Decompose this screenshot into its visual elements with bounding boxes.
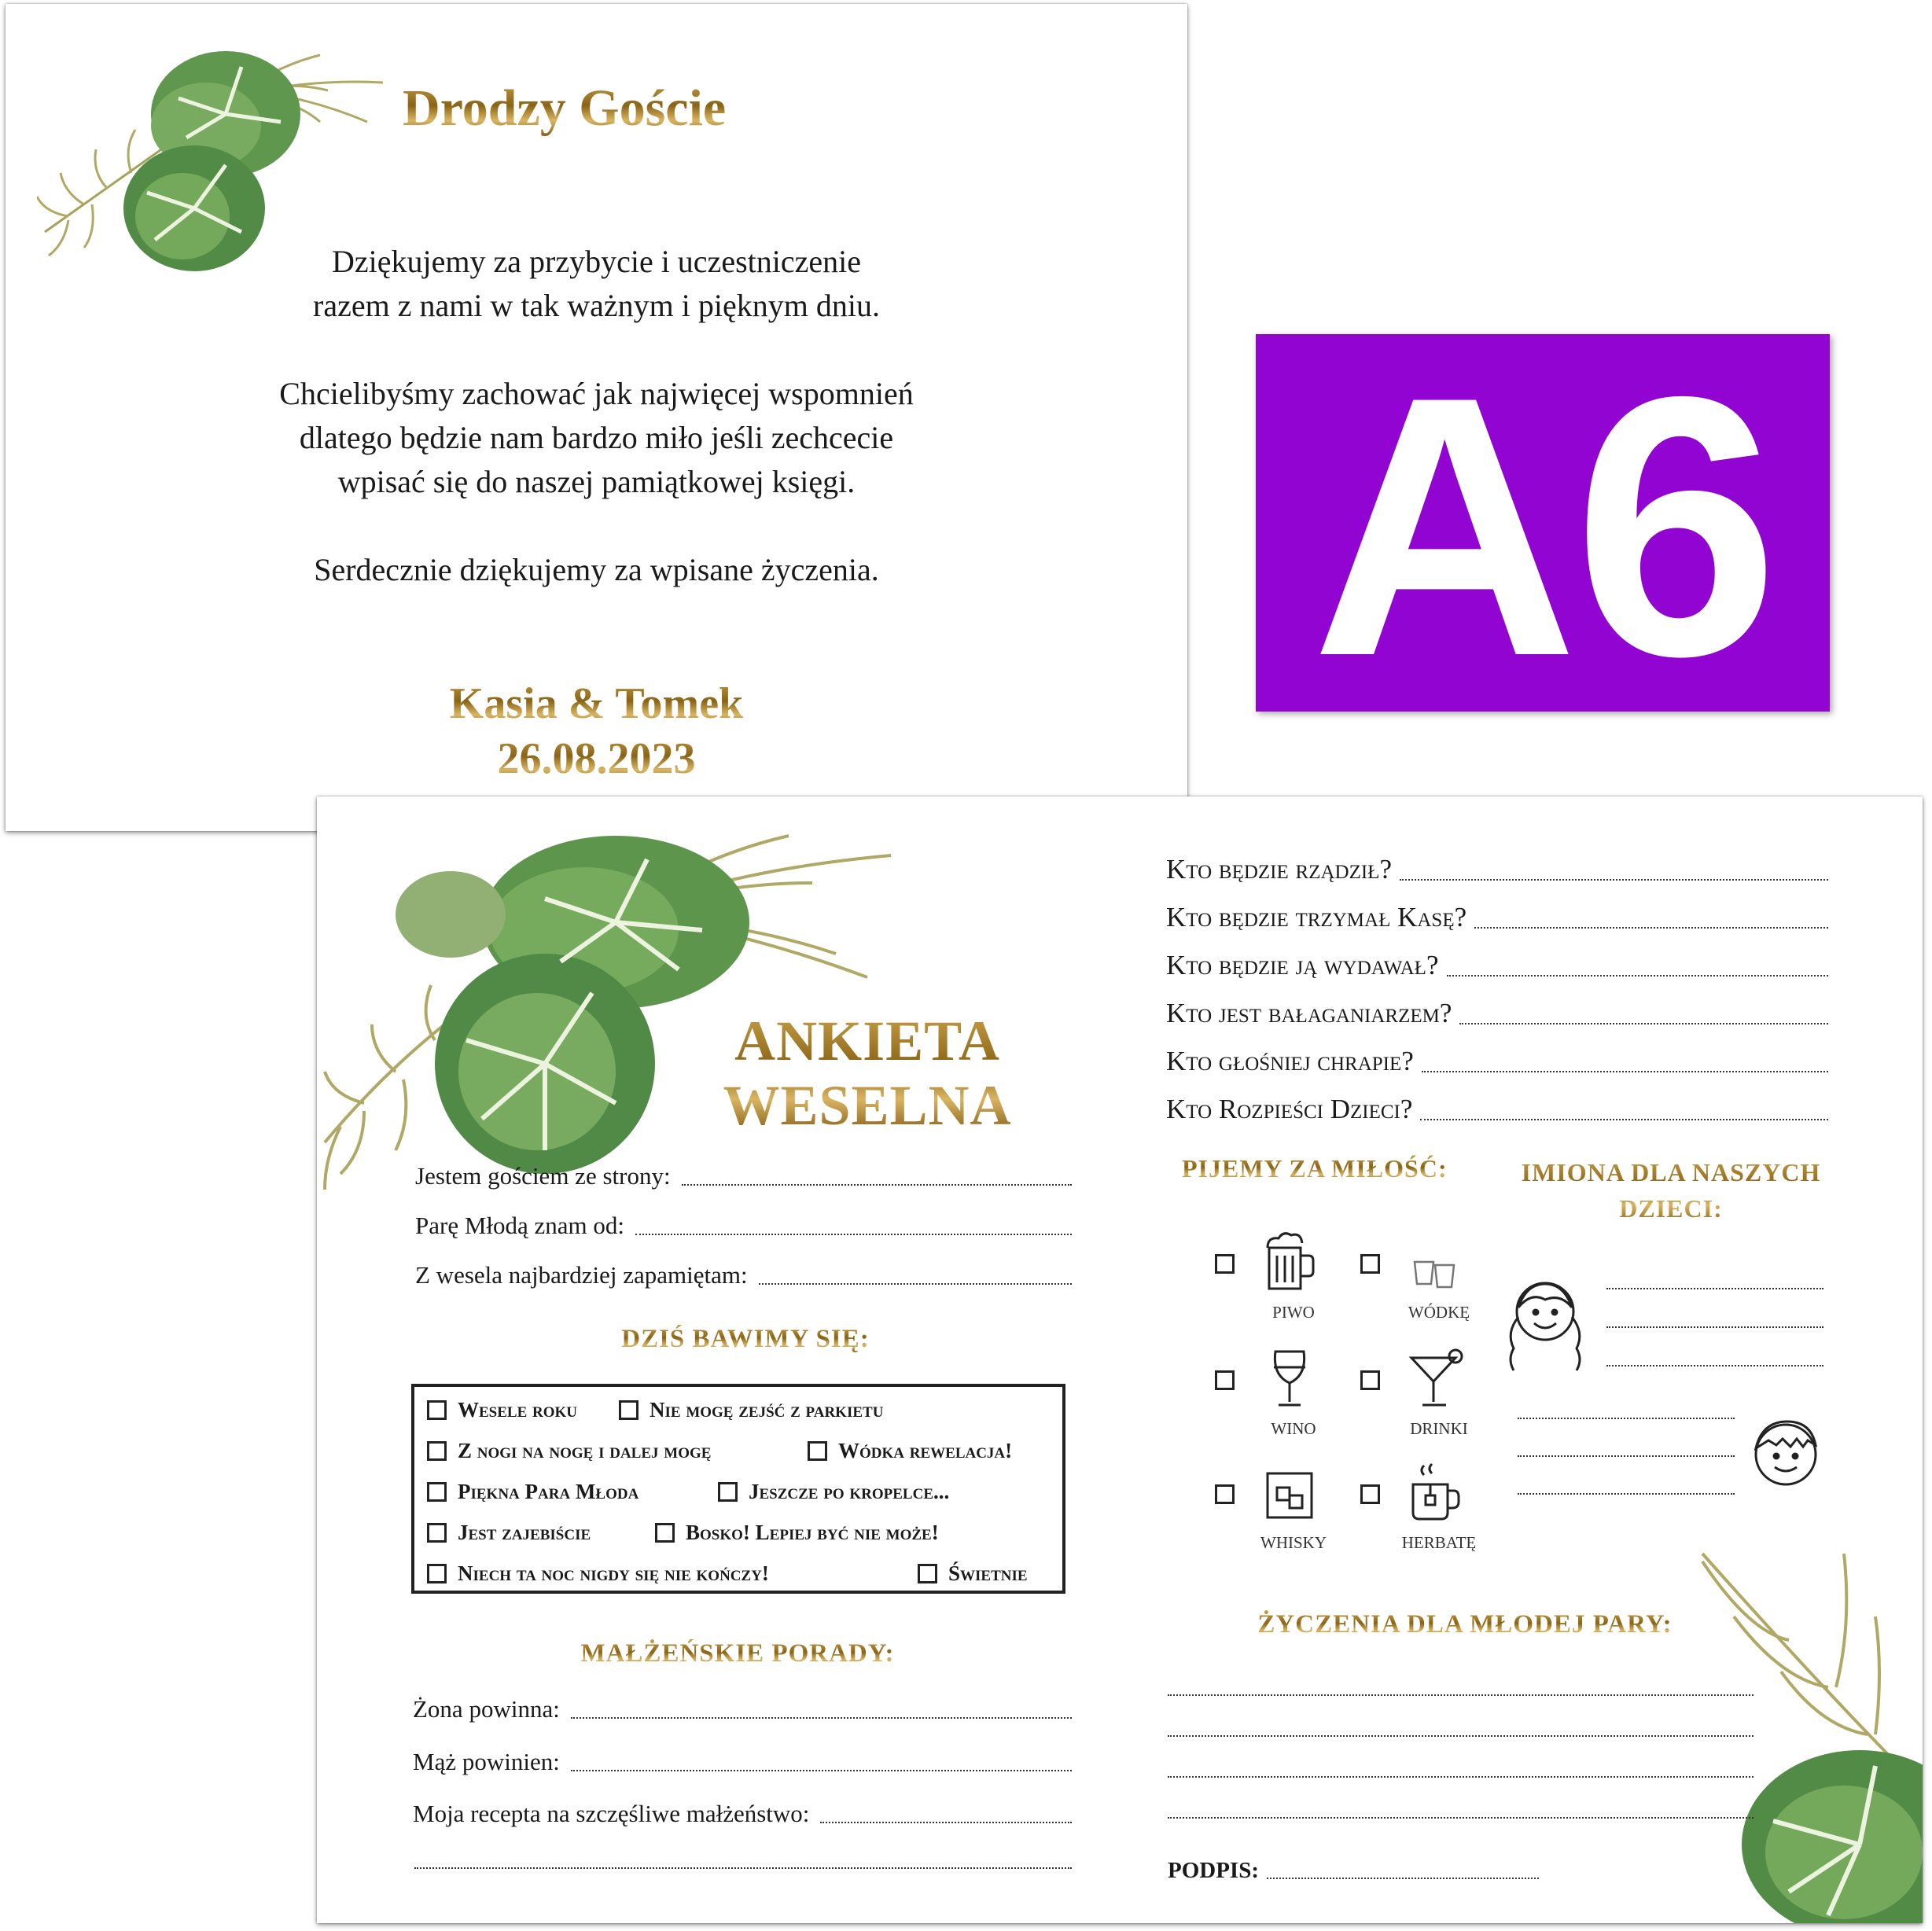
fill-line[interactable] — [1606, 1326, 1823, 1328]
drinks-heading: PIJEMY ZA MIŁOŚĆ: — [1182, 1154, 1448, 1183]
field-label: Mąż powinien: — [413, 1748, 560, 1775]
question-label: Kto Rozpieści Dzieci? — [1166, 1094, 1413, 1124]
wedding-date: 26.08.2023 — [6, 731, 1187, 786]
checkbox[interactable] — [427, 1441, 447, 1461]
question-row[interactable] — [1166, 1046, 1828, 1077]
drink-label: WINO — [1271, 1419, 1316, 1438]
drink-option-tea[interactable] — [1360, 1461, 1510, 1571]
wishes-heading: ŻYCZENIA DLA MŁODEJ PARY: — [1166, 1610, 1764, 1639]
checkbox[interactable] — [1215, 1254, 1235, 1274]
question-label: Kto będzie ją wydawał? — [1166, 950, 1439, 980]
drink-option-vodka[interactable] — [1360, 1230, 1510, 1341]
field-label: Żona powinna: — [413, 1695, 560, 1723]
fill-line[interactable] — [571, 1770, 1072, 1771]
recipe-field[interactable] — [413, 1800, 1072, 1828]
checkbox[interactable] — [808, 1441, 827, 1461]
fun-option[interactable] — [427, 1521, 591, 1545]
checkbox[interactable] — [718, 1482, 738, 1502]
question-row[interactable] — [1166, 950, 1828, 981]
question-label: Kto będzie rządził? — [1166, 854, 1392, 885]
fun-option[interactable] — [918, 1561, 1028, 1586]
question-label: Kto jest bałaganiarzem? — [1166, 998, 1452, 1028]
checkbox[interactable] — [918, 1564, 937, 1583]
monstera-leaves-decoration — [1671, 1530, 1923, 1923]
kids-heading-line: DZIECI: — [1619, 1194, 1723, 1223]
field-label: Jestem gościem ze strony: — [415, 1162, 671, 1190]
drink-label: WHISKY — [1260, 1533, 1327, 1552]
checkbox[interactable] — [427, 1400, 447, 1420]
option-label: Jest zajebiście — [458, 1521, 591, 1544]
fun-heading: DZIŚ BAWIMY SIĘ: — [616, 1325, 875, 1354]
fun-option[interactable] — [427, 1439, 711, 1463]
fill-line[interactable] — [1518, 1493, 1735, 1495]
checkbox[interactable] — [427, 1523, 447, 1543]
advice-heading: MAŁŻEŃSKIE PORADY: — [553, 1639, 922, 1668]
fun-option[interactable] — [808, 1439, 1012, 1463]
fun-option[interactable] — [619, 1398, 883, 1422]
couple-names: Kasia & Tomek — [6, 676, 1187, 731]
message-line: razem z nami w tak ważnym i pięknym dniu. — [313, 288, 880, 323]
drink-option-wine[interactable] — [1215, 1347, 1364, 1457]
fill-line[interactable] — [1168, 1776, 1754, 1778]
format-label: A6 — [1311, 320, 1775, 733]
fun-options-box — [411, 1384, 1065, 1594]
option-label: Wódka rewelacja! — [838, 1439, 1013, 1462]
shot-glasses-icon — [1404, 1230, 1466, 1293]
option-label: Z nogi na nogę i dalej mogę — [458, 1439, 712, 1462]
field-label: Z wesela najbardziej zapamiętam: — [415, 1261, 748, 1289]
guest-side-field[interactable] — [415, 1162, 1072, 1190]
fun-option[interactable] — [427, 1480, 638, 1504]
message-line: Chcielibyśmy zachować jak najwięcej wspomnień — [279, 376, 914, 411]
fill-line[interactable] — [1400, 879, 1828, 881]
fill-line[interactable] — [1267, 1878, 1539, 1879]
question-row[interactable] — [1166, 1094, 1828, 1125]
remember-field[interactable] — [415, 1261, 1072, 1289]
kids-heading-line: IMIONA DLA NASZYCH — [1521, 1158, 1821, 1186]
message-line: wpisać się do naszej pamiątkowej księgi. — [337, 464, 856, 499]
wife-advice-field[interactable] — [413, 1695, 1072, 1723]
drink-label: PIWO — [1272, 1303, 1315, 1322]
fill-line[interactable] — [1168, 1694, 1754, 1696]
option-label: Niech ta noc nigdy się nie kończy! — [458, 1561, 769, 1585]
survey-title — [710, 1009, 1025, 1138]
drink-label: WÓDKĘ — [1408, 1303, 1470, 1322]
drink-option-cocktail[interactable] — [1360, 1347, 1510, 1457]
drink-option-whisky[interactable] — [1215, 1461, 1364, 1571]
checkbox[interactable] — [619, 1400, 638, 1420]
field-label: Parę Młodą znam od: — [415, 1212, 625, 1239]
option-label: Bosko! Lepiej być nie może! — [686, 1521, 939, 1544]
checkbox[interactable] — [1215, 1484, 1235, 1504]
fill-line[interactable] — [635, 1234, 1072, 1235]
signature-field[interactable] — [1168, 1858, 1539, 1884]
message-line: Serdecznie dziękujemy za wpisane życzenia. — [314, 552, 879, 587]
card-title: Drodzy Goście — [403, 79, 727, 137]
message-line: Dziękujemy za przybycie i uczestniczenie — [332, 244, 861, 279]
fun-option[interactable] — [427, 1398, 577, 1422]
fill-line[interactable] — [1474, 927, 1828, 929]
couple-signature — [6, 676, 1187, 786]
option-label: Świetnie — [948, 1561, 1028, 1585]
fill-line[interactable] — [1518, 1455, 1735, 1457]
fill-line[interactable] — [414, 1867, 1072, 1869]
fun-option[interactable] — [718, 1480, 949, 1504]
fill-line[interactable] — [759, 1283, 1072, 1285]
cocktail-icon — [1404, 1347, 1466, 1410]
fill-line[interactable] — [1168, 1735, 1754, 1737]
question-label: Kto będzie trzymał Kasę? — [1166, 902, 1467, 932]
girl-face-icon — [1498, 1268, 1592, 1378]
drink-label: HERBATĘ — [1401, 1533, 1477, 1552]
checkbox[interactable] — [655, 1523, 675, 1543]
fun-option[interactable] — [655, 1521, 939, 1545]
option-label: Nie mogę zejść z parkietu — [650, 1398, 884, 1422]
fill-line[interactable] — [1420, 1119, 1828, 1120]
fill-line[interactable] — [1459, 1023, 1828, 1024]
survey-card — [317, 796, 1923, 1923]
option-label: Piękna Para Młoda — [458, 1480, 639, 1503]
signature-label: PODPIS: — [1168, 1858, 1259, 1883]
checkbox[interactable] — [427, 1564, 447, 1583]
fill-line[interactable] — [682, 1184, 1072, 1186]
fill-line[interactable] — [1422, 1071, 1828, 1072]
drink-label: DRINKI — [1410, 1419, 1468, 1438]
fill-line[interactable] — [1606, 1288, 1823, 1289]
question-row[interactable] — [1166, 902, 1828, 933]
thank-you-card — [6, 4, 1187, 831]
husband-advice-field[interactable] — [413, 1748, 1072, 1776]
checkbox[interactable] — [427, 1482, 447, 1502]
survey-title-line: WESELNA — [723, 1074, 1012, 1137]
question-row[interactable] — [1166, 998, 1828, 1029]
option-label: Jeszcze po kropelce... — [749, 1480, 950, 1503]
fill-line[interactable] — [1168, 1817, 1754, 1819]
fill-line[interactable] — [1447, 975, 1829, 977]
fill-line[interactable] — [1606, 1365, 1823, 1366]
question-row[interactable] — [1166, 854, 1828, 885]
field-label: Moja recepta na szczęśliwe małżeństwo: — [413, 1800, 810, 1827]
known-since-field[interactable] — [415, 1212, 1072, 1240]
beer-mug-icon — [1258, 1230, 1321, 1293]
checkbox[interactable] — [1360, 1370, 1380, 1390]
fill-line[interactable] — [571, 1717, 1072, 1719]
question-label: Kto głośniej chrapie? — [1166, 1046, 1414, 1076]
format-badge — [1256, 320, 1830, 733]
checkbox[interactable] — [1360, 1254, 1380, 1274]
message-line: dlatego będzie nam bardzo miło jeśli zechcecie — [299, 420, 894, 455]
fun-option[interactable] — [427, 1561, 769, 1586]
survey-title-line: ANKIETA — [734, 1010, 1000, 1072]
option-label: Wesele roku — [458, 1398, 578, 1422]
boy-face-icon — [1739, 1406, 1833, 1500]
drink-option-beer[interactable] — [1215, 1230, 1364, 1341]
kids-heading — [1494, 1154, 1848, 1227]
fill-line[interactable] — [1518, 1418, 1735, 1419]
message-body — [6, 240, 1187, 636]
fill-line[interactable] — [820, 1822, 1072, 1823]
whisky-glass-icon — [1258, 1461, 1321, 1524]
checkbox[interactable] — [1360, 1484, 1380, 1504]
tea-cup-icon — [1404, 1461, 1466, 1524]
wine-glass-icon — [1258, 1347, 1321, 1410]
checkbox[interactable] — [1215, 1370, 1235, 1390]
